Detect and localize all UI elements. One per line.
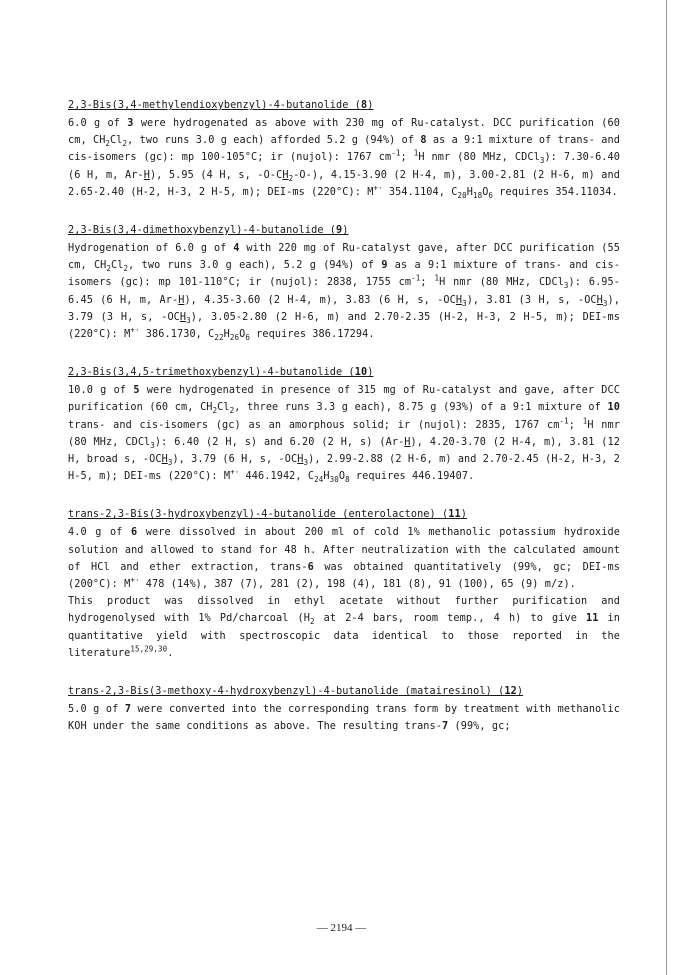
section-compound-12 [68,684,620,735]
section-compound-9 [68,223,620,343]
section-compound-8 [68,98,620,201]
section-compound-11 [68,507,620,662]
section-paragraph: 5.0 g of 7 were converted into the corresponding trans form by treatment with methanolic KOH under the same conditions as above. The resulting trans-7 (99%, gc; [68,704,620,733]
page-number: — 2194 — [316,922,367,934]
section-paragraph: 6.0 g of 3 were hydrogenated as above with 230 mg of Ru-catalyst. DCC purification (60 cm, $CH_2Cl_2$, two runs 3.0 g each) afforded 5.2 g (94%) of 8 as a 9:1 mixture of trans- and cis-isomers (gc): mp 100-105°C; ir (nujol): 1767 $cm^{-1}$; $^1$H nmr (80 MHz, CDCl$_3$): 7.30-6.40 (6 H, m, Ar-H), 5.95 (4 H, s, $-O-CH_2-O-$), 4.15-3.90 (2 H-4, m), 3.00-2.81 (2 H-6, m) and 2.65-2.40 (H-2, H-3, 2 H-5, m); DEI-ms (220°C): M+· 354.1104, $C_{20}H_{18}O_6$ requires 354.11034. [68,118,620,200]
page-edge-line [666,0,667,975]
section-heading: 2,3-Bis(3,4-dimethoxybenzyl)-4-butanolide (9) [68,225,349,237]
section-paragraph: Hydrogenation of 6.0 g of 4 with 220 mg of Ru-catalyst gave, after DCC purification (55 cm, $CH_2Cl_2$, two runs 3.0 g each), 5.2 g (94%) of 9 as a 9:1 mixture of trans- and cis-isomers (gc): mp 101-110°C; ir (nujol): 2838, 1755 $cm^{-1}$; $^1$H nmr (80 MHz, CDCl$_3$): 6.95-6.45 (6 H, m, Ar-H), 4.35-3.60 (2 H-4, m), 3.83 (6 H, s, $-OCH_3$), 3.81 (3 H, s, $-OCH_3$), 3.79 (3 H, s, $-OCH_3$), 3.05-2.80 (2 H-6, m) and 2.70-2.35 (H-2, H-3, 2 H-5, m); DEI-ms (220°C): M+· 386.1730, $C_{22}H_{26}O_6$ requires 386.17294. [68,243,621,343]
section-compound-10 [68,365,620,485]
section-paragraph: 10.0 g of 5 were hydrogenated in presence of 315 mg of Ru-catalyst and gave, after DCC purification (60 cm, $CH_2Cl_2$, three runs 3.3 g each), 8.75 g (93%) of a 9:1 mixture of 10 trans- and cis-isomers (gc) as an amorphous solid; ir (nujol): 2835, 1767 $cm^{-1}$; $^1$H nmr (80 MHz, CDCl$_3$): 6.40 (2 H, s) and 6.20 (2 H, s) (Ar-H), 4.20-3.70 (2 H-4, m), 3.81 (12 H, broad s, $-OCH_3$), 3.79 (6 H, s, $-OCH_3$), 2.99-2.88 (2 H-6, m) and 2.70-2.45 (H-2, H-3, 2 H-5, m); DEI-ms (220°C): M+· 446.1942, $C_{24}H_{30}O_8$ requires 446.19407. [68,385,620,485]
section-heading: 2,3-Bis(3,4,5-trimethoxybenzyl)-4-butanolide (10) [68,367,374,379]
section-paragraph: This product was dissolved in ethyl acetate without further purification and hydrogenolysed with 1% Pd/charcoal ($H_2$ at 2-4 bars, room temp., 4 h) to give 11 in quantitative yield with spectroscopic data identical to those reported in the literature$^{15,29,30}$. [68,596,620,659]
section-heading: trans-2,3-Bis(3-methoxy-4-hydroxybenzyl)-4-butanolide (matairesinol) (12) [68,686,524,698]
section-paragraph: 4.0 g of 6 were dissolved in about 200 ml of cold 1% methanolic potassium hydroxide solution and allowed to stand for 48 h. After neutralization with the calculated amount of HCl and ether extraction, trans-6 was obtained quantitatively (99%, gc; DEI-ms (200°C): M+· 478 (14%), 387 (7), 281 (2), 198 (4), 181 (8), 91 (100), 65 (9) m/z). [68,527,620,591]
section-heading: trans-2,3-Bis(3-hydroxybenzyl)-4-butanolide (enterolactone) (11) [68,509,467,521]
document-body [68,98,620,757]
section-heading: 2,3-Bis(3,4-methylendioxybenzyl)-4-butanolide (8) [68,100,374,111]
